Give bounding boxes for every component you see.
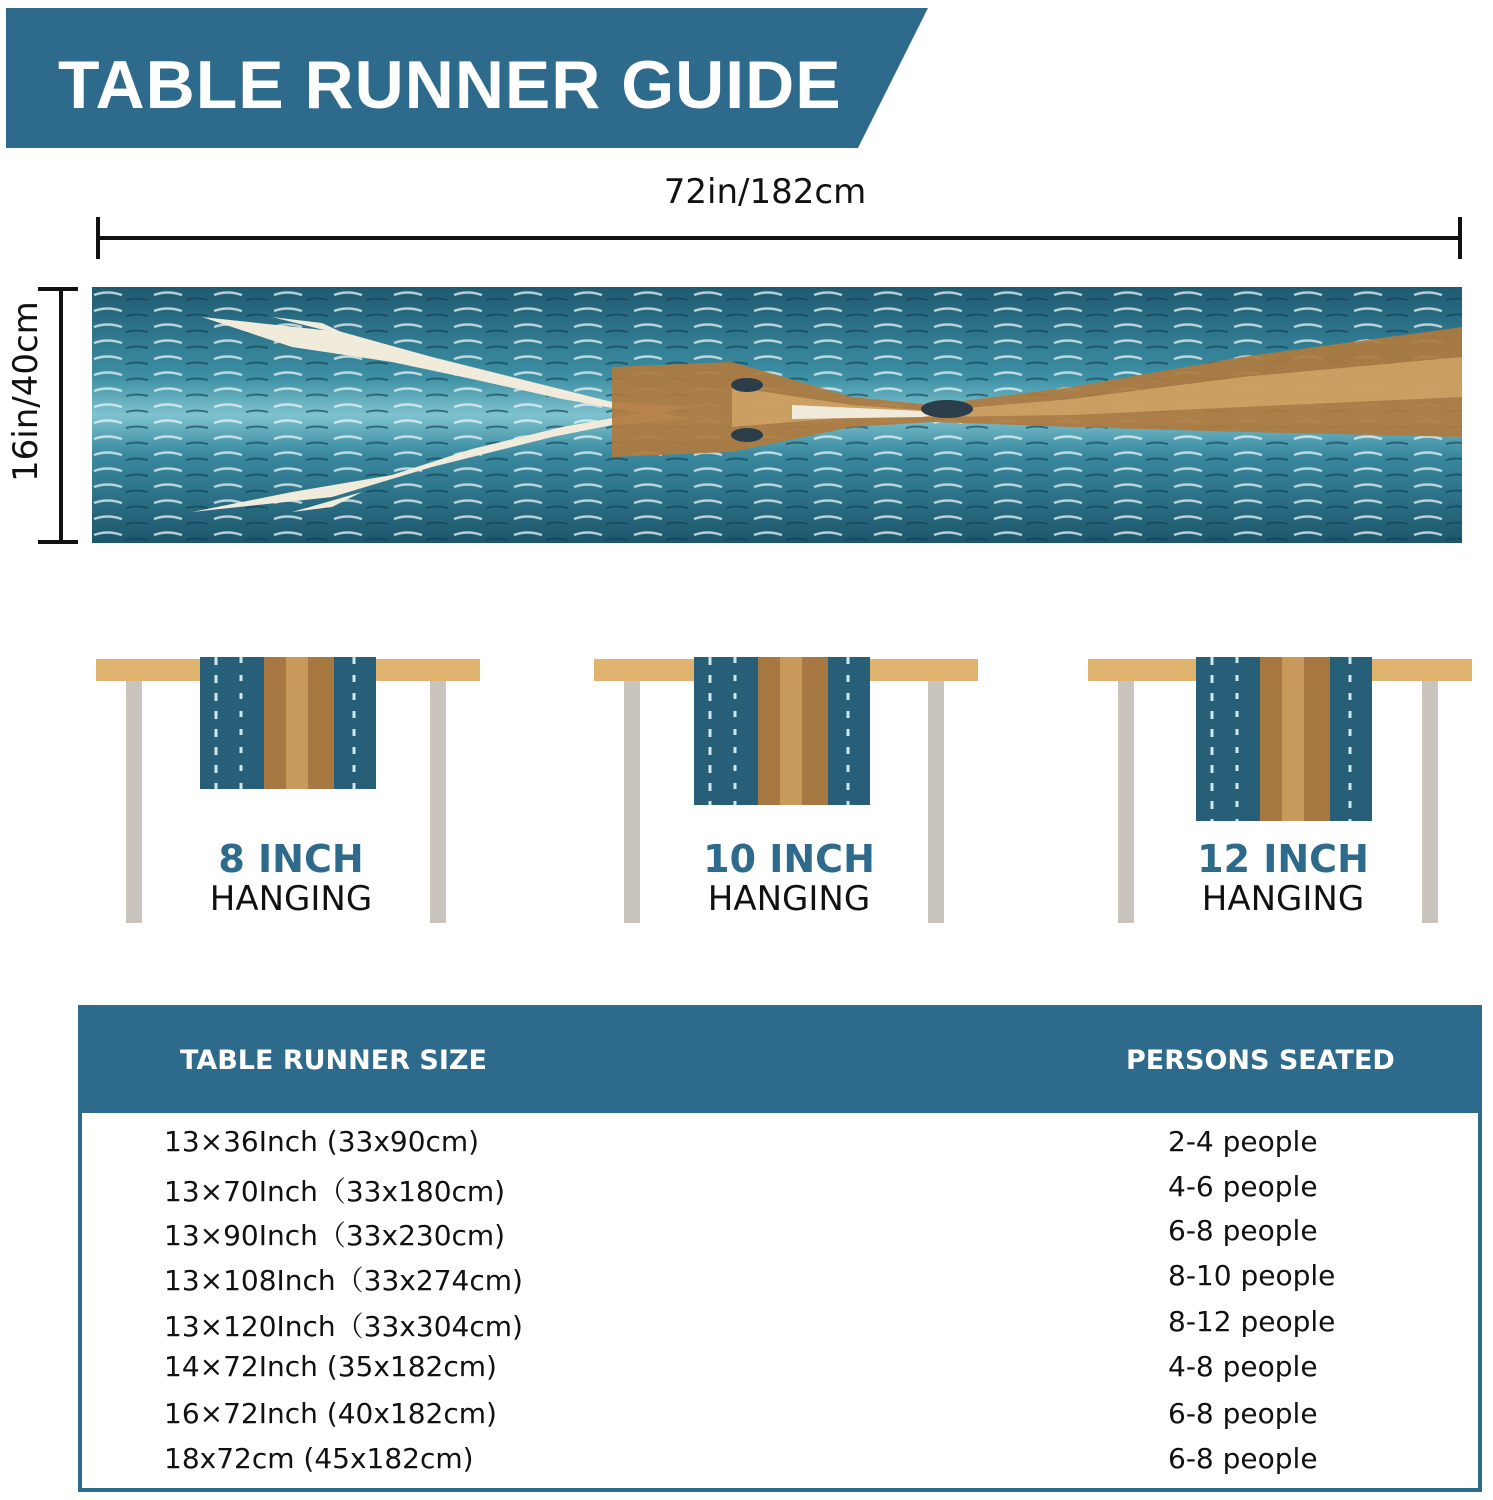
table-row [82,1397,1478,1441]
table-row [82,1305,1478,1349]
persons-cell: 8-12 people [1168,1305,1336,1338]
persons-cell: 6-8 people [1168,1442,1318,1475]
size-cell: 13×90Inch（33x230cm) [164,1219,506,1252]
height-dimension-line [59,289,63,543]
size-cell: 14×72Inch (35x182cm) [164,1350,497,1383]
hanging-example-8 [96,655,486,945]
table-row [82,1442,1478,1486]
hanging-example-12 [1088,655,1478,945]
size-cell: 13×70Inch（33x180cm) [164,1175,506,1208]
table-row [82,1125,1478,1169]
header-persons-seated: PERSONS SEATED [1126,1045,1395,1076]
hanging-label: HANGING [1201,879,1365,919]
size-cell: 13×36Inch (33x90cm) [164,1125,480,1158]
title-banner [6,8,928,148]
width-dimension-cap-right [1458,217,1462,259]
size-cell: 13×120Inch（33x304cm) [164,1310,523,1343]
persons-cell: 4-6 people [1168,1170,1318,1203]
hanging-size-label: 12 INCH [1197,837,1369,881]
table-row [82,1214,1478,1258]
runner-height-label: 16in/40cm [6,301,46,482]
persons-cell: 8-10 people [1168,1259,1336,1292]
size-cell: 16×72Inch (40x182cm) [164,1397,497,1430]
hanging-label: HANGING [707,879,871,919]
width-dimension-line [96,236,1462,240]
persons-cell: 2-4 people [1168,1125,1318,1158]
persons-cell: 4-8 people [1168,1350,1318,1383]
table-row [82,1170,1478,1214]
table-row [82,1350,1478,1394]
table-row [82,1259,1478,1303]
height-dimension-cap-bottom [38,540,78,544]
header-table-runner-size: TABLE RUNNER SIZE [180,1045,487,1076]
hanging-label: HANGING [209,879,373,919]
page-title: TABLE RUNNER GUIDE [58,47,842,123]
width-dimension-cap-left [96,217,100,259]
hanging-size-label: 8 INCH [218,837,364,881]
size-cell: 18x72cm (45x182cm) [164,1442,474,1475]
table-runner-image [92,287,1462,543]
size-table-header [82,1009,1478,1113]
runner-width-label: 72in/182cm [663,172,867,212]
size-table [78,1005,1482,1492]
hanging-example-10 [594,655,984,945]
height-dimension-cap-top [38,287,78,291]
persons-cell: 6-8 people [1168,1214,1318,1247]
hanging-size-label: 10 INCH [703,837,875,881]
size-cell: 13×108Inch（33x274cm) [164,1264,523,1297]
persons-cell: 6-8 people [1168,1397,1318,1430]
